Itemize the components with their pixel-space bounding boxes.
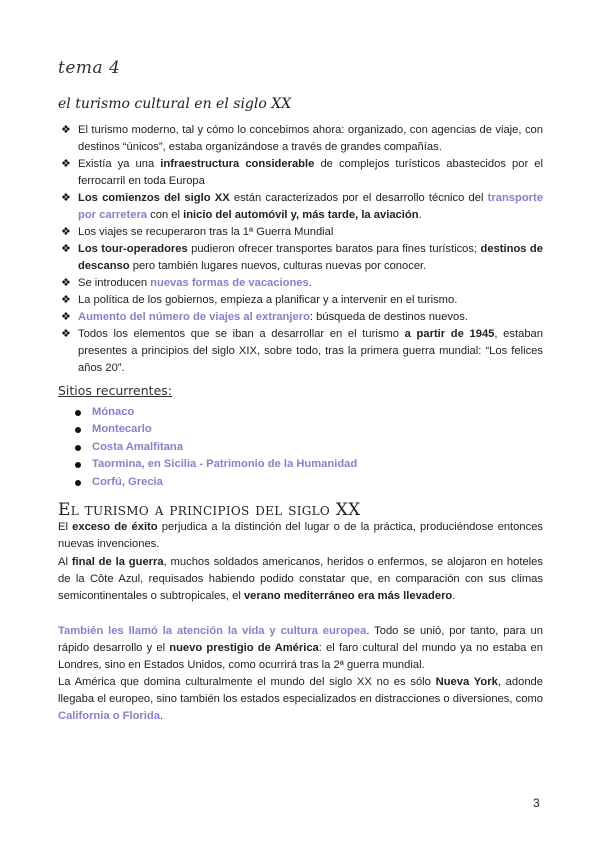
bullet-text: a partir de 1945 [404,327,495,340]
paragraph-text: . [452,590,456,603]
recurring-site-item [72,421,357,438]
paragraph-text: Al [58,556,72,568]
bullet-item [58,190,543,224]
bullet-list [58,122,543,377]
diamond-bullet-icon: ❖ [61,124,71,136]
recurring-site-item [72,456,357,473]
diamond-bullet-icon: ❖ [61,276,71,289]
bullet-text: Los comienzos del siglo XX [78,191,230,204]
recurring-site-label: Montecarlo [92,423,152,436]
bullet-text: inicio del automóvil y, más tarde, la aviación [183,208,419,221]
dot-bullet-icon [75,427,81,433]
recurring-site-item [72,404,357,421]
paragraph-text: exceso de éxito [72,521,158,533]
page-number: 3 [533,796,540,810]
paragraph-4 [58,674,543,726]
bullet-text: están caracterizados por el desarrollo técnico del [229,191,488,204]
diamond-bullet-icon: ❖ [61,293,71,306]
bullet-text: nuevas formas de vacaciones [150,276,309,289]
recurring-site-label: Taormina, en Sicilia - Patrimonio de la Humanidad [92,458,358,471]
bullet-text: pudieron ofrecer transportes baratos para fines turísticos; [187,242,481,255]
bullet-text: Los tour-operadores [78,242,188,255]
bullet-text: infraestructura considerable [160,157,315,170]
theme-label: tema 4 [58,58,121,78]
paragraph-text: . Todo se unió, por tanto, para un rápido desarrollo y el [58,625,543,655]
bullet-item [58,224,543,241]
bullet-text: : búsqueda de destinos nuevos. [309,310,468,323]
diamond-bullet-icon: ❖ [61,242,71,255]
recurring-site-item [72,439,357,456]
bullet-text: Todos los elementos que se iban a desarrollar en el turismo [78,327,405,340]
diamond-bullet-icon: ❖ [61,327,71,340]
recurring-sites-title: Sitios recurrentes: [58,383,172,398]
bullet-item [58,326,543,376]
bullet-item [58,122,543,156]
paragraph-text: verano mediterráneo era más llevadero [243,590,453,603]
bullet-text: destinos de descanso [78,242,543,272]
bullet-item [58,309,543,326]
dot-bullet-icon [75,410,81,416]
dot-bullet-icon [75,480,81,486]
paragraph-text: nuevo prestigio de América [169,642,319,655]
recurring-site-item [72,474,357,491]
bullet-item [58,275,543,292]
paragraph-text: También les llamó la atención la vida y cultura europea [58,625,367,637]
bullet-text: El turismo moderno, tal y cómo lo concebimos ahora: organizado, con agencias de viaje, con destinos “únicos”, estaba organizándose a través de grandes compañías. [78,124,543,153]
paragraph-1 [58,519,543,553]
paragraph-2 [58,554,543,606]
bullet-text: Se introducen [78,276,151,289]
section-heading: El turismo a principios del siglo XX [58,500,361,520]
bullet-item [58,156,543,190]
recurring-site-label: Mónaco [92,406,135,418]
paragraph-text: . [159,710,164,723]
dot-bullet-icon [75,462,81,468]
dot-bullet-icon [75,445,81,451]
diamond-bullet-icon: ❖ [61,310,71,323]
bullet-text: . [308,276,312,289]
bullet-text: . [418,208,422,221]
recurring-site-label: Costa Amalfitana [92,440,183,453]
paragraph-text: La América que domina culturalmente el mundo del siglo XX no es sólo [58,676,436,688]
paragraph-text: final de la guerra [71,556,164,568]
recurring-site-label: Corfú, Grecia [92,475,163,488]
bullet-text: de complejos turísticos abastecidos por el ferrocarril en toda Europa [78,157,543,187]
bullet-text: transporte por carretera [78,191,543,221]
paragraph-text: , muchos soldados americanos, heridos o enfermos, se alojaron en hoteles de la Côte Azul, requisados habiendo podido constatar que, en comparación con sus climas semicontinentales o subtropicales, el [58,556,543,603]
bullet-text: Existía ya una [78,157,161,170]
bullet-text: Aumento del número de viajes al extranjero [78,310,310,323]
bullet-text: pero también lugares nuevos, culturas nuevas por conocer. [129,259,427,272]
section-title: el turismo cultural en el siglo XX [58,96,292,112]
paragraph-3 [58,623,543,675]
paragraph-text: perjudica a la distinción del lugar o de la práctica, produciéndose entonces nuevas invenciones. [58,521,544,551]
recurring-sites-list [72,404,357,491]
diamond-bullet-icon: ❖ [61,191,71,204]
bullet-text: Los viajes se recuperaron tras la 1ª Guerra Mundial [78,225,334,238]
bullet-item [58,241,543,275]
diamond-bullet-icon: ❖ [61,225,71,238]
paragraph-text: Nueva York [435,676,498,688]
bullet-text: con el [147,208,184,221]
bullet-text: , estaban presentes a principios del siglo XIX, sobre todo, tras la primera guerra mundial: “Los felices años 20”. [78,327,543,374]
bullet-item [58,292,543,309]
bullet-text: La política de los gobiernos, empieza a planificar y a intervenir en el turismo. [78,293,458,306]
diamond-bullet-icon: ❖ [61,157,71,170]
paragraph-text: California o Florida [58,710,160,723]
paragraph-text: , adonde llegaba el europeo, sino también los estados especializados en distracciones o diversiones, como [58,676,543,706]
paragraph-text: El [58,521,73,533]
paragraph-text: : el faro cultural del mundo ya no estaba en Londres, sino en Estados Unidos, como ocurrirá tras la 2ª guerra mundial. [58,642,543,672]
